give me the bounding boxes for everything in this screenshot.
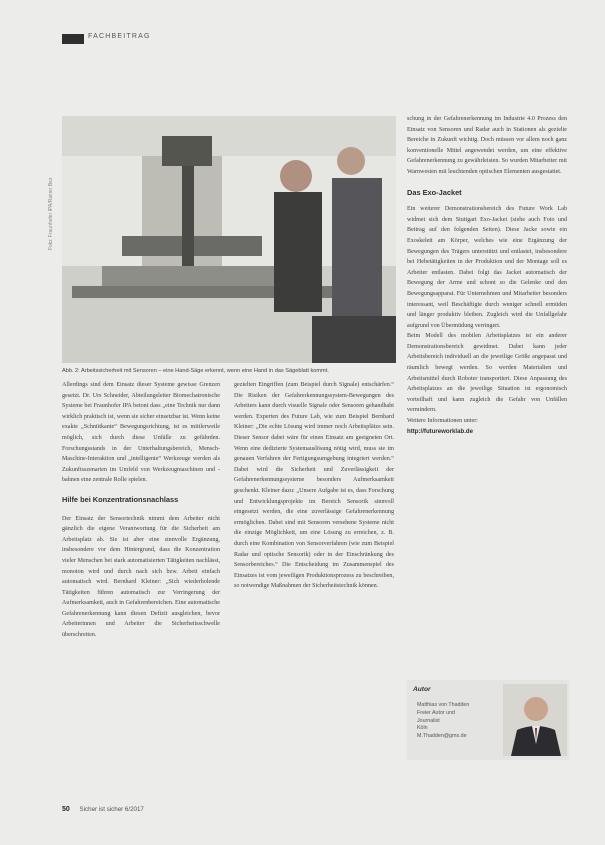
more-info-link[interactable]: http://futureworklab.de	[407, 427, 474, 435]
column-3	[407, 114, 567, 437]
figure-caption: Abb. 2: Arbeitssicherheit mit Sensoren – eine Hand-Säge erkennt, wenn eine Hand in das Sägeblatt kommt.	[62, 368, 329, 374]
paragraph: schung in der Gefahrenerkennung im Industrie 4.0 Prozess den Einsatz von Sensoren und Radar auch in Stationen als gezielte Bereiche in Zukunft wichtig. Doch müssen vor allem noch ganz konventionelle Mittel angewendet werden, um eine effektive Gefahrenerkennung zu gewährleisten. So wurden Mitarbeiter mit Warnwesten mit leuchtenden optischen Elementen ausgestattet.	[407, 116, 567, 175]
author-city: Köln	[417, 725, 428, 732]
column-2	[234, 380, 394, 592]
column-1	[62, 380, 220, 641]
section-marker	[62, 34, 84, 44]
paragraph: Der Einsatz der Sensortechnik nimmt dem Arbeiter nicht gänzlich die eigene Verantwortung für die Sicherheit am Arbeitsplatz ab. Sie ist aber eine sinnvolle Ergänzung, insbesondere vor dem Hintergrund, dass die Konzentration vieler Menschen bei stark automatisierten Tätigkeiten nachlässt, monoton wird und durch nach sich bzw. Arbeit einfach automatisch wird. Bernhard Kleiner: „Sich wiederholende Tätigkeiten führen automatisch zur Verringerung der Aufmerksamkeit, auch in Gefahrenbereichen. Eine automatische Gefahrenerkennung kann diesen Defizit ausgleichen, bevor Arbeiterinnen und Arbeiter die Sicherheitsschwelle überschreiten.	[62, 515, 220, 639]
paragraph: Beim Modell des mobilen Arbeitsplatzes ist ein anderer Demonstrationsbereich gewidmet. Dabei kann jeder Arbeitsbereich individuell an die jeweilige Größe angepasst und räumlich bewegt werden. So werden Materialien und Arbeitsmittel durch Roboter transportiert. Diese Anpassung des Arbeitsplatzes an die jeweilige Situation ist ergonomisch vorteilhaft und kann zugleich die Gefahr von Unfällen vermindern.	[407, 333, 567, 414]
author-email[interactable]: M.Thadden@gmx.de	[417, 733, 467, 740]
author-box	[407, 680, 569, 760]
more-info-label: Weitere Informationen unter:	[407, 418, 478, 425]
paragraph: gezielten Eingriffen (zum Beispiel durch Signale) entschärfen.“ Die Risiken der Gefahrerkennungssystem-Bewegungen des Arbeiters kann durch visuelle Signale oder Sensoren gehandhabt werden. Experten des Future Lab, wie zum Beispiel Bernhard Kleiner: „Die echte Lösung wird immer noch Arbeitsplätze sein. Dieser Sensor dabei wäre für einen Einsatz am geeigneten Ort. Wenn eine dedizierte Systemauslösung nötig wird, muss sie im genauen Verfahren der Fertigungsumgebung integriert werden.“ Dabei wird die Sicherheit und Zuverlässigkeit der Gefahrenerkennungssysteme besonders Aufmerksamkeit geschenkt. Kleiner dazu: „Unsere Aufgabe ist es, dass Forschung und Entwicklungsprojekte im Bereich Sensorik sinnvoll eingesetzt werden, die eine zuverlässige Gefahrenerkennung ermöglichen. Dabei sind mit Sensoren versehene Systeme nicht die einzige Möglichkeit, um eine Lösung zu erreichen, z. B. durch eine Kombination von Sensorverfahren (wie zum Beispiel Radar und optische Sensorik) oder in der Einschränkung des Sensorbereiches.“ Die Entscheidung im Zusammenspiel des Einsatzes ist vom jeweiligen Produktionsprozess zu beschreiben, so notwendige Maßnahmen der Sicherheitstechnik können.	[234, 382, 394, 590]
article-photo	[62, 116, 396, 363]
section-subheading: Das Exo-Jacket	[407, 187, 462, 197]
author-portrait	[503, 684, 567, 756]
page-footer	[62, 806, 144, 813]
author-details	[417, 702, 469, 741]
author-name: Matthias von Thadden	[417, 702, 470, 708]
section-label: FACHBEITRAG	[88, 33, 151, 40]
author-heading: Autor	[413, 686, 431, 693]
paragraph: Allerdings sind dem Einsatz dieser Systeme gewisse Grenzen gesetzt. Dr. Urs Schneider, Abteilungsleiter Biomechatronische Systeme bei Fraunhofer IPA betont dass „eine Technik nur dann wirklich praktisch ist, wenn sie sicher einsetzbar ist. Wenn keine exakte „Schnittkante“ Bewegungsrichtung, ist es mittlerweile möglich, sich durch diese Unfälle zu gefährden. Forschungsstands in der Unterhaltungsbereich, Mensch-Maschine-Interaktion und „intelligente“ Werkzeuge werden als Zukunftsszenarien im Umfeld von Werkzeugmaschinen und -bahnen eine zentrale Rolle spielen.	[62, 382, 220, 484]
publication-name: Sicher ist sicher 6/2017	[79, 806, 144, 813]
workshop-illustration	[62, 116, 396, 363]
author-portrait-illustration	[503, 684, 567, 756]
author-role: Freier Autor und	[417, 709, 455, 716]
photo-credit: Foto: Fraunhofer IPA/Rainer Bez	[48, 177, 54, 250]
paragraph: Ein weiterer Demonstrationsbereich des Future Work Lab widmet sich dem Stuttgart Exo-Jacket (siehe auch Foto und Beitrag auf den folgenden Seiten). Diese Jacke sowie ein Exoskelett am Körper, welches wie eine Ergänzung der Bewegungen des Trägers unterstützt und entlastet, insbesondere bei Hebetätigkeiten in der Produktion und der Montage soll es Arbeiter entlasten. Dabei folgt das Jacket automatisch der Bewegung der Arme und schont so die Gelenke und den Bewegungsapparat. Für Unternehmen und Mitarbeiter besonders interessant, weil Beschäftigte durch weniger schnell ermüden und länger produktiv bleiben. Zugleich wird die Unfallgefahr aufgrund von Übermüdung verringert.	[407, 206, 567, 329]
page-number: 50	[62, 806, 70, 813]
section-subheading: Hilfe bei Konzentrationsnachlass	[62, 494, 179, 504]
author-role: Journalist	[417, 717, 440, 724]
